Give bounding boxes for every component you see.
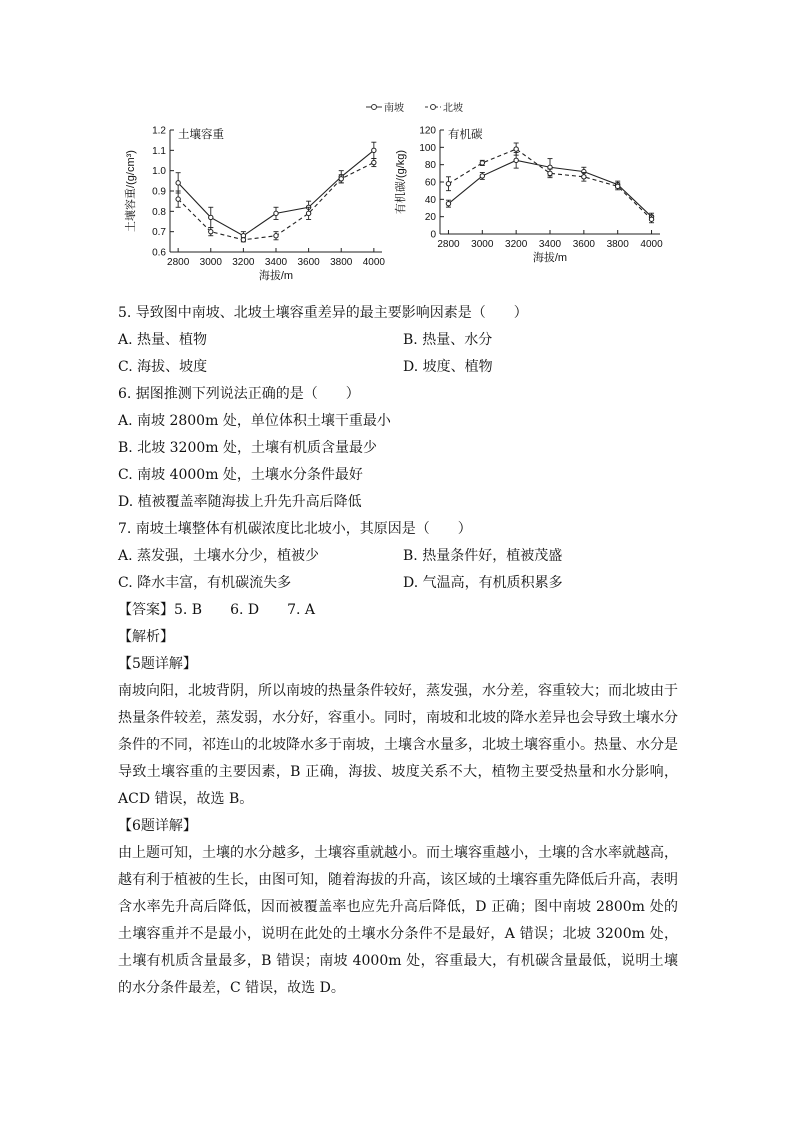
analysis-heading: 【解析】 (118, 629, 174, 645)
q7-stem: 7. 南坡土壤整体有机碳浓度比北坡小，其原因是（ ） (118, 521, 472, 537)
y-tick-label: 120 (419, 125, 436, 137)
q5-option-c: C. 海拔、坡度 (118, 359, 208, 375)
y-tick-label: 1.1 (152, 145, 166, 157)
data-point (480, 161, 484, 165)
answer-line: 【答案】5. B 6. D 7. A (118, 602, 316, 618)
data-point (306, 211, 310, 215)
y-tick-label: 20 (424, 212, 436, 224)
q6-detail-heading: 【6题详解】 (118, 818, 197, 834)
data-point (274, 234, 278, 238)
q5-option-d: D. 坡度、植物 (403, 359, 493, 375)
data-point (176, 181, 180, 185)
data-point (480, 174, 484, 178)
q5-option-b: B. 热量、水分 (403, 332, 493, 348)
data-point (372, 160, 376, 164)
x-tick-label: 3800 (606, 239, 629, 250)
data-point (514, 147, 518, 151)
data-point (446, 201, 450, 205)
legend-north: 北坡 (443, 103, 463, 114)
q7-option-d: D. 气温高，有机质积累多 (403, 575, 563, 591)
q7-option-b: B. 热量条件好，植被茂盛 (403, 548, 563, 564)
q6-option-a: A. 南坡 2800m 处，单位体积土壤干重最小 (118, 413, 391, 429)
data-point (514, 158, 518, 162)
x-tick-label: 3000 (471, 239, 494, 250)
data-point (649, 217, 653, 221)
q5-option-a: A. 热量、植物 (118, 332, 208, 348)
y-tick-label: 40 (424, 194, 436, 206)
x-tick-label: 3200 (505, 239, 528, 250)
q7-options-row2 (118, 570, 678, 597)
q6-option-c: C. 南坡 4000m 处，土壤水分条件最好 (118, 467, 363, 483)
x-tick-label: 3200 (232, 257, 255, 268)
data-point (274, 211, 278, 215)
chart-organic-carbon (393, 126, 663, 265)
data-point (241, 238, 245, 242)
q7-options-row1 (118, 543, 678, 570)
data-point (209, 229, 213, 233)
legend-south: 南坡 (384, 103, 404, 114)
y-tick-label: 60 (424, 177, 436, 189)
x-tick-label: 4000 (640, 239, 663, 250)
x-tick-label: 3400 (264, 257, 288, 268)
y-tick-label: 0.8 (152, 206, 166, 218)
series-line-south (178, 150, 374, 235)
chart-title: 有机碳 (448, 129, 483, 141)
x-tick-label: 3000 (199, 257, 222, 268)
q5-stem: 5. 导致图中南坡、北坡土壤容重差异的最主要影响因素是（ ） (118, 305, 528, 321)
q6-stem: 6. 据图推测下列说法正确的是（ ） (118, 386, 360, 402)
chart-soil-bulk-density (123, 126, 385, 283)
x-tick-label: 2800 (167, 257, 190, 268)
q5-options-row1 (118, 327, 678, 354)
x-axis-label: 海拔/m (532, 252, 568, 264)
x-tick-label: 2800 (437, 239, 460, 250)
figure-charts (120, 96, 680, 292)
data-point (372, 148, 376, 152)
data-point (339, 177, 343, 181)
q5-detail-body: 南坡向阳，北坡背阴，所以南坡的热量条件较好，蒸发强，水分差，容重较大；而北坡由于热量条件较差，蒸发弱，水分好，容重小。同时，南坡和北坡的降水差异也会导致土壤水分条件的不同，祁连山的北坡降水多于南坡，土壤含水量多，北坡土壤容重小。热量、水分是导致土壤容重的主要因素，B 正确，海拔、坡度关系不大，植物主要受热量和水分影响，ACD 错误，故选 B。 (118, 683, 678, 807)
x-tick-label: 3600 (297, 257, 320, 268)
x-tick-label: 3400 (538, 239, 562, 250)
y-tick-label: 80 (424, 160, 436, 172)
y-axis-label: 土壤容重/(g/cm³) (125, 150, 137, 232)
q5-detail-heading: 【5题详解】 (118, 656, 197, 672)
x-axis-label: 海拔/m (258, 270, 294, 282)
y-tick-label: 0.9 (152, 186, 166, 198)
q7-option-c: C. 降水丰富，有机碳流失多 (118, 575, 292, 591)
x-tick-label: 3600 (572, 239, 595, 250)
data-point (176, 197, 180, 201)
q7-option-a: A. 蒸发强，土壤水分少，植被少 (118, 548, 320, 564)
y-tick-label: 0 (430, 229, 436, 241)
q5-options-row2 (118, 354, 678, 381)
data-point (446, 182, 450, 186)
q6-detail-body: 由上题可知，土壤的水分越多，土壤容重就越小。而土壤容重越小，土壤的含水率就越高，越有利于植被的生长，由图可知，随着海拔的升高，该区域的土壤容重先降低后升高，表明含水率先升高后降低，因而被覆盖率也应先升高后降低，D 正确；图中南坡 2800m 处的土壤容重并不是最小，说明在此处的土壤水分条件不是最好，A 错误；北坡 3200m 处，土壤有机质含量最多，B 错误；南坡 4000m 处，容重最大，有机碳含量最低，说明土壤的水分条件最差，C 错误，故选 D。 (118, 845, 678, 996)
legend (366, 101, 463, 114)
y-axis-label: 有机碳/(g/kg) (395, 149, 407, 215)
y-tick-label: 1.2 (152, 125, 166, 137)
data-point (615, 184, 619, 188)
x-tick-label: 3800 (330, 257, 353, 268)
q6-option-b: B. 北坡 3200m 处，土壤有机质含量最少 (118, 440, 377, 456)
data-point (209, 215, 213, 219)
q6-option-d: D. 植被覆盖率随海拔上升先升高后降低 (118, 494, 362, 510)
y-tick-label: 0.7 (152, 227, 166, 239)
data-point (548, 171, 552, 175)
y-tick-label: 100 (419, 142, 436, 154)
y-tick-label: 0.6 (152, 247, 166, 259)
chart-title: 土壤容重 (178, 129, 224, 141)
x-tick-label: 4000 (362, 257, 385, 268)
question-content (118, 300, 678, 1002)
y-tick-label: 1.0 (152, 166, 166, 178)
data-point (582, 175, 586, 179)
